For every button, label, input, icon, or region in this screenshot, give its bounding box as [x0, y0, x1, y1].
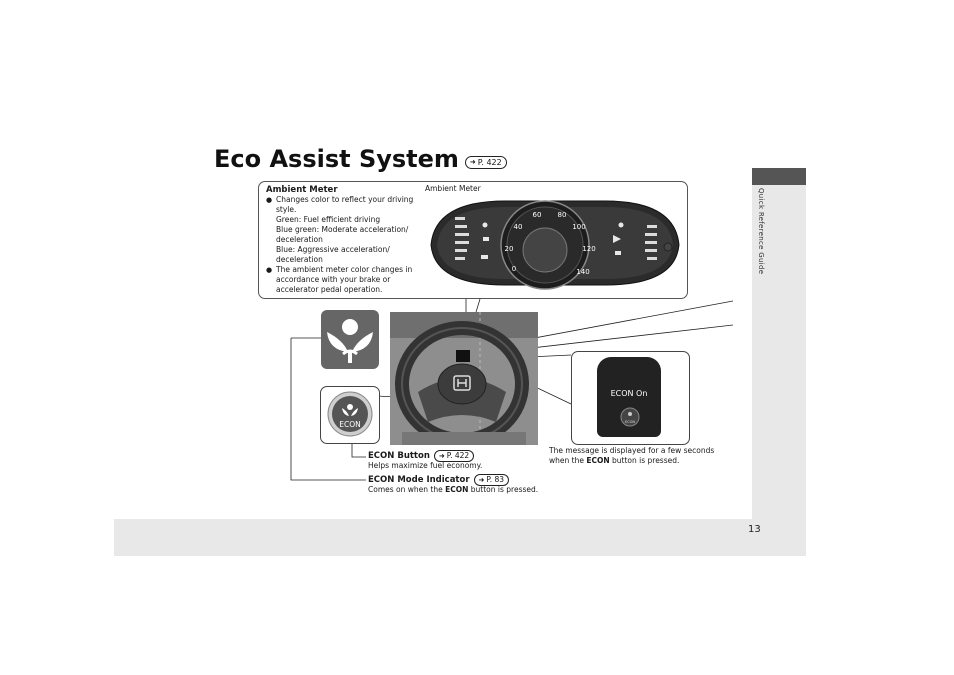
- message-desc-after: button is pressed.: [612, 456, 680, 465]
- ambient-bullet-2-text: The ambient meter color changes in accordance with your brake or accelerator pedal operation.: [276, 265, 413, 294]
- bullet-icon: ●: [266, 196, 273, 204]
- message-desc-before: The message is displayed for a few seconds when the: [549, 446, 715, 465]
- speedometer-tick: 100: [572, 223, 586, 231]
- econ-indicator-ref-text: P. 83: [486, 475, 505, 484]
- econ-on-message: ECON On: [610, 389, 648, 398]
- econ-button[interactable]: [326, 390, 374, 438]
- speedometer-tick: 40: [513, 223, 523, 231]
- section-tab[interactable]: [752, 168, 806, 185]
- ambient-bullet-1: [266, 195, 416, 265]
- ambient-bullet-1-green: Green: Fuel efficient driving: [276, 215, 381, 224]
- section-label: Quick Reference Guide: [757, 188, 765, 275]
- speedometer-tick: 20: [504, 245, 514, 253]
- econ-message-description: [549, 446, 724, 466]
- econ-indicator-title: ECON Mode Indicator: [368, 475, 470, 485]
- ambient-bullet-2: [266, 265, 416, 295]
- econ-button-description: Helps maximize fuel economy.: [368, 461, 483, 470]
- speedometer-tick: 0: [511, 265, 517, 273]
- speedometer-tick: 80: [557, 211, 567, 219]
- page-number: 13: [748, 524, 761, 535]
- page-reference-arrow-icon: ➜: [478, 476, 485, 484]
- speedometer-tick: 120: [582, 245, 596, 253]
- eco-leaf-icon: [321, 310, 379, 369]
- title-page-reference[interactable]: [465, 156, 507, 169]
- econ-button-ref-text: P. 422: [446, 451, 470, 460]
- mini-econ-button: [620, 407, 640, 427]
- page-title-text: Eco Assist System: [214, 145, 459, 173]
- mini-econ-button-text: ECON: [624, 420, 636, 424]
- ambient-bullet-1-lead: Changes color to reflect your driving style.: [276, 195, 414, 214]
- ambient-meter-image-label: Ambient Meter: [425, 184, 481, 193]
- steering-wheel-photo: [390, 312, 538, 445]
- bullet-icon: ●: [266, 266, 273, 274]
- ambient-bullet-1-blue: Blue: Aggressive acceleration/ deceleration: [276, 245, 390, 264]
- econ-indicator-desc-bold: ECON: [445, 485, 469, 494]
- title-page-reference-text: P. 422: [477, 157, 502, 167]
- econ-indicator-desc-before: Comes on when the: [368, 485, 443, 494]
- ambient-meter-title: Ambient Meter: [266, 185, 338, 195]
- bottom-band: [114, 519, 806, 556]
- econ-indicator-description: [368, 485, 538, 494]
- page-reference-arrow-icon: ➜: [438, 452, 445, 460]
- econ-button-title: ECON Button: [368, 451, 430, 461]
- econ-button-text: ECON: [339, 420, 361, 429]
- page-reference-arrow-icon: ➜: [469, 157, 476, 166]
- econ-indicator-desc-after: button is pressed.: [470, 485, 539, 494]
- message-desc-bold: ECON: [586, 456, 610, 465]
- speedometer-tick: 60: [532, 211, 542, 219]
- speedometer-tick: 140: [576, 268, 590, 276]
- page-title: [214, 145, 507, 173]
- ambient-bullet-1-bluegreen: Blue green: Moderate acceleration/ deceleration: [276, 225, 409, 244]
- instrument-cluster-illustration: [425, 195, 685, 290]
